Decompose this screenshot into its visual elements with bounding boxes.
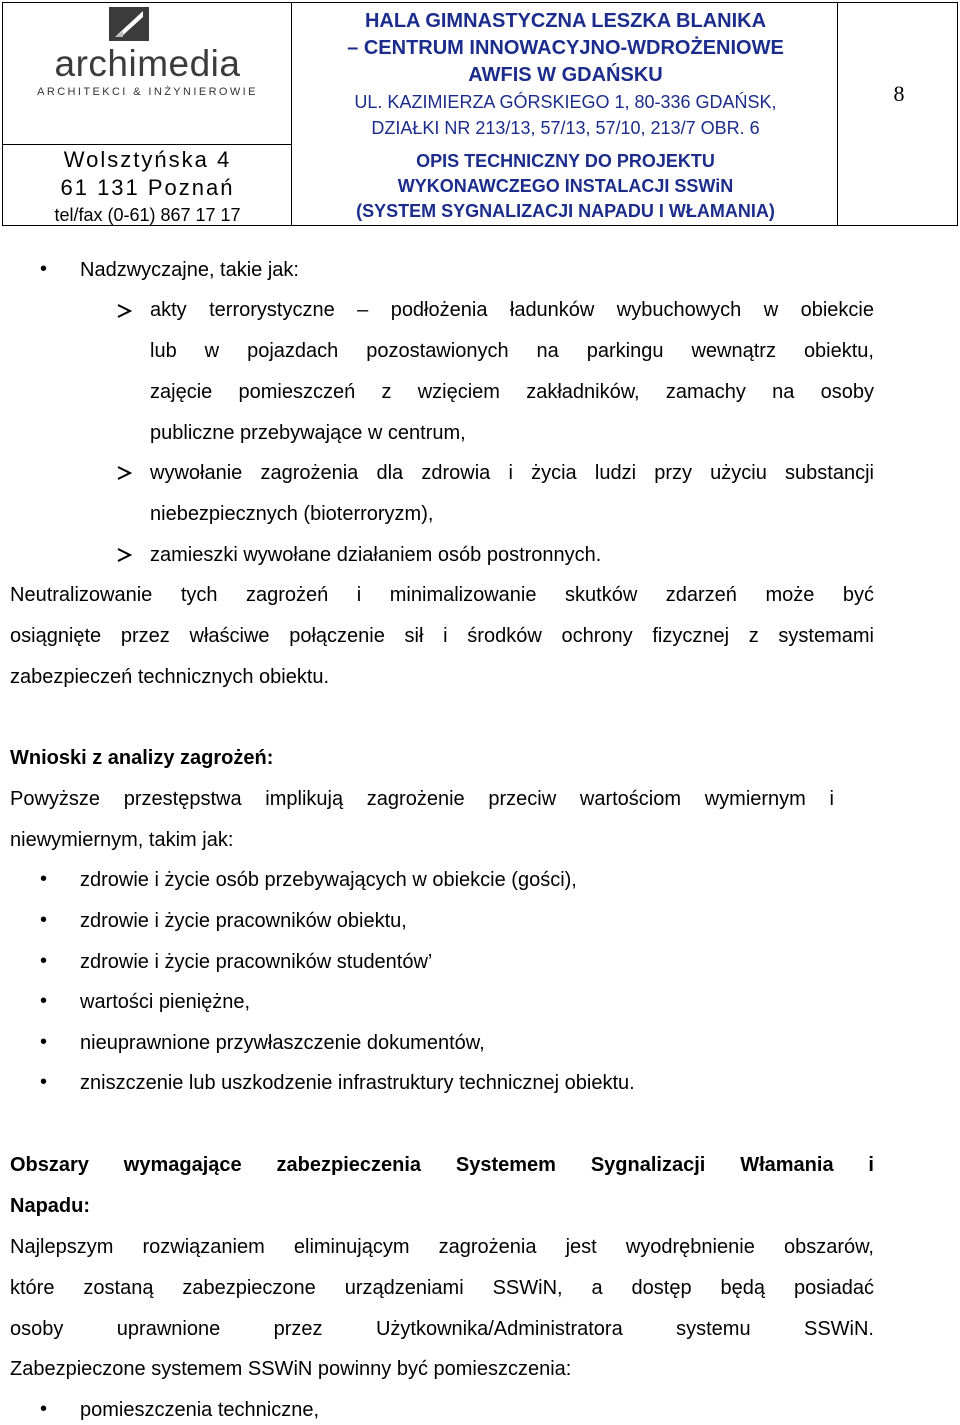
project-title-line: HALA GIMNASTYCZNA LESZKA BLANIKA (364, 10, 767, 32)
bullet-icon: • (40, 1031, 48, 1053)
list-item: zdrowie i życie pracowników obiektu, (80, 910, 407, 932)
project-title (293, 8, 838, 89)
project-title-line: – CENTRUM INNOWACYJNO-WDROŻENIOWE (347, 37, 784, 59)
project-address-line: UL. KAZIMIERZA GÓRSKIEGO 1, 80-336 GDAŃSK, (354, 92, 777, 112)
company-address (3, 146, 292, 228)
address-street: Wolsztyńska 4 (63, 147, 232, 172)
paragraph-line: niewymiernym, takim jak: (10, 829, 234, 851)
bullet-icon: • (40, 950, 48, 972)
bullet-icon: • (40, 868, 48, 890)
list-item-line: lub w pojazdach pozostawionych na parkingu wewnątrz obiektu, (150, 340, 874, 362)
list-item-line: niebezpiecznych (bioterroryzm), (150, 503, 434, 525)
document-title-line: WYKONAWCZEGO INSTALACJI SSWiN (397, 176, 734, 196)
paragraph-line: Neutralizowanie tych zagrożeń i minimalizowanie skutków zdarzeń może być (10, 584, 874, 606)
paragraph-line: Powyższe przestępstwa implikują zagrożenie przeciw wartościom wymiernym i (10, 788, 834, 810)
list-item: zdrowie i życie pracowników studentów’ (80, 951, 433, 973)
arrow-bullet-icon (116, 465, 132, 481)
section-heading: Napadu: (10, 1195, 90, 1217)
list-item: nieuprawnione przywłaszczenie dokumentów, (80, 1032, 485, 1054)
bullet-icon: • (40, 1398, 48, 1420)
list-item: zniszczenie lub uszkodzenie infrastruktury technicznej obiektu. (80, 1072, 635, 1094)
logo-icon (109, 7, 149, 41)
section-heading: Obszary wymagające zabezpieczenia Systemem Sygnalizacji Włamania i (10, 1154, 874, 1176)
paragraph-line: zabezpieczeń technicznych obiektu. (10, 666, 330, 688)
paragraph-line: Zabezpieczone systemem SSWiN powinny być pomieszczenia: (10, 1358, 572, 1380)
list-item: zdrowie i życie osób przebywających w obiekcie (gości), (80, 869, 577, 891)
bullet-icon: • (40, 990, 48, 1012)
bullet-icon: • (40, 258, 48, 280)
project-address-line: DZIAŁKI NR 213/13, 57/13, 57/10, 213/7 OBR. 6 (371, 118, 760, 138)
bullet-icon: • (40, 909, 48, 931)
paragraph-line: osiągnięte przez właściwe połączenie sił i środków ochrony fizycznej z systemami (10, 625, 874, 647)
paragraph-line: Najlepszym rozwiązaniem eliminującym zagrożenia jest wyodrębnienie obszarów, (10, 1236, 874, 1258)
list-item-line: zajęcie pomieszczeń z wzięciem zakładników, zamachy na osoby (150, 381, 874, 403)
header-divider (3, 144, 292, 145)
arrow-bullet-icon (116, 303, 132, 319)
list-item-line: zamieszki wywołane działaniem osób postronnych. (150, 544, 602, 566)
list-item: pomieszczenia techniczne, (80, 1399, 320, 1421)
logo-brand: archimedia (54, 43, 241, 84)
list-item-line: akty terrorystyczne – podłożenia ładunków wybuchowych w obiekcie (150, 299, 874, 321)
project-title-line: AWFIS W GDAŃSKU (468, 64, 663, 86)
company-logo (3, 3, 292, 144)
document-title (293, 149, 838, 224)
list-item: Nadzwyczajne, takie jak: (80, 259, 299, 281)
document-title-line: OPIS TECHNICZNY DO PROJEKTU (416, 151, 715, 171)
list-item-line: wywołanie zagrożenia dla zdrowia i życia ludzi przy użyciu substancji (150, 462, 874, 484)
project-address (293, 89, 838, 141)
address-city: 61 131 Poznań (60, 175, 235, 200)
list-item: wartości pieniężne, (80, 991, 251, 1013)
section-heading: Wnioski z analizy zagrożeń: (10, 747, 274, 769)
logo-tagline: ARCHITEKCI & INŻYNIEROWIE (37, 86, 258, 98)
bullet-icon: • (40, 1071, 48, 1093)
address-phone: tel/fax (0-61) 867 17 17 (54, 205, 241, 225)
list-item-line: publiczne przebywające w centrum, (150, 422, 466, 444)
page-number: 8 (893, 81, 905, 106)
document-title-line: (SYSTEM SYGNALIZACJI NAPADU I WŁAMANIA) (356, 201, 775, 221)
paragraph-line: osoby uprawnione przez Użytkownika/Administratora systemu SSWiN. (10, 1318, 874, 1340)
arrow-bullet-icon (116, 547, 132, 563)
document-header (2, 2, 958, 226)
paragraph-line: które zostaną zabezpieczone urządzeniami SSWiN, a dostęp będą posiadać (10, 1277, 874, 1299)
